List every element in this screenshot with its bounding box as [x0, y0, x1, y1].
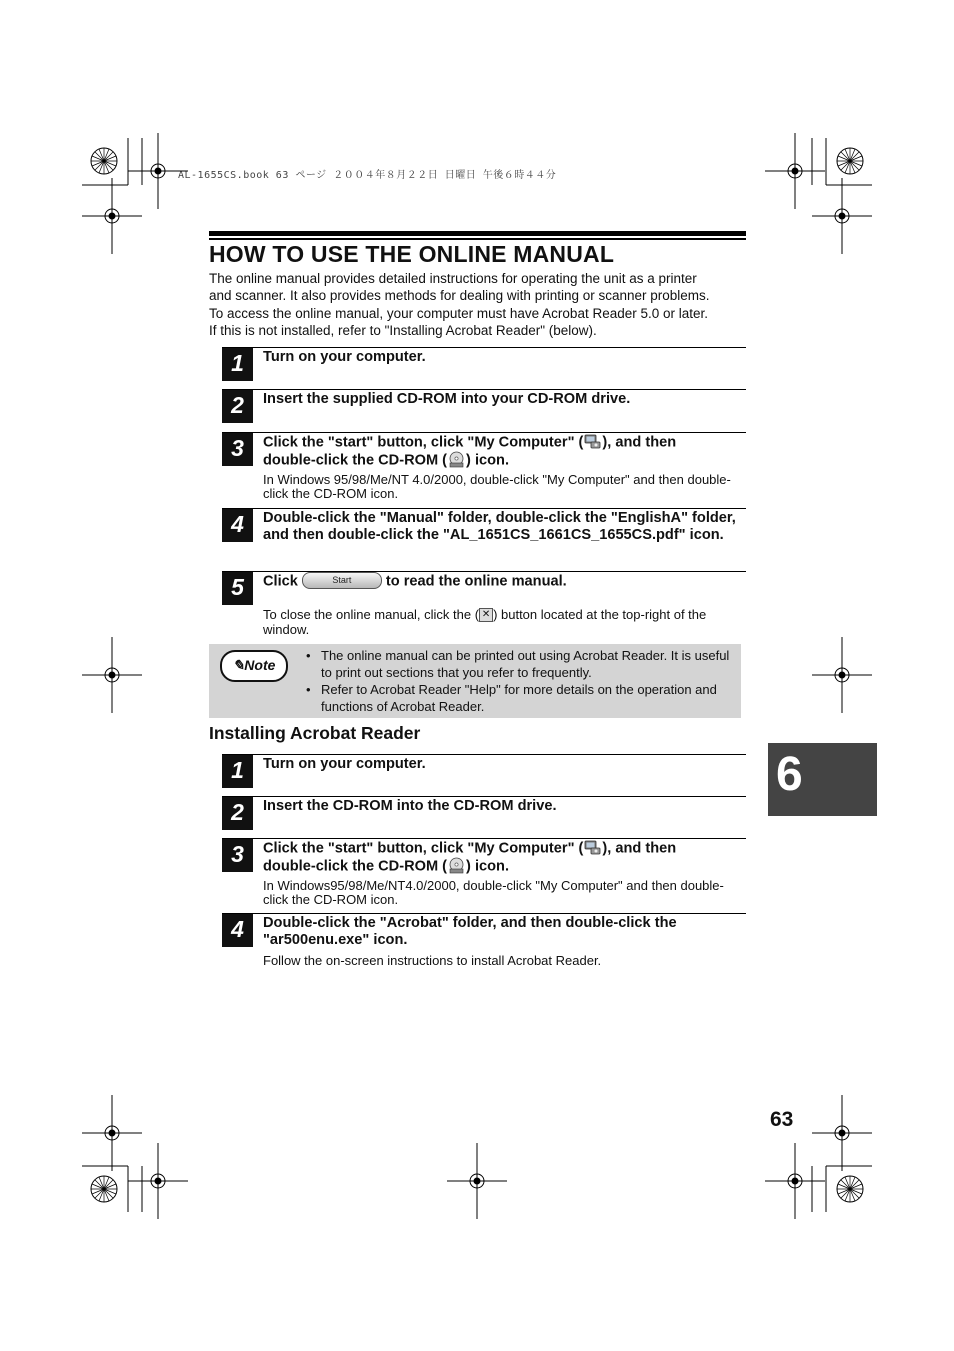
step-heading-text: Click	[263, 573, 298, 590]
step-heading-text: ), and then	[602, 434, 677, 451]
step-heading-text: to read the online manual.	[385, 573, 567, 590]
step-detail-text: To close the online manual, click the (	[263, 607, 480, 622]
step-heading: Insert the supplied CD-ROM into your CD-ROM drive.	[263, 391, 631, 407]
intro-line: The online manual provides detailed instructions for operating the unit as a printer	[209, 271, 697, 286]
step-detail-text: ) button located at the top-right of the window.	[263, 607, 707, 637]
step-heading: Double-click the "Acrobat" folder, and then double-click the "ar500enu.exe" icon.	[263, 915, 677, 949]
step-number: 3	[222, 433, 253, 466]
step-detail: Follow the on-screen instructions to install Acrobat Reader.	[263, 953, 602, 968]
intro-line: and scanner. It also provides methods for dealing with printing or scanner problems.	[209, 288, 710, 304]
step-heading-text: double-click the CD-ROM (	[263, 452, 448, 469]
step-number: 4	[222, 509, 253, 542]
start-button-image: Start	[302, 572, 382, 589]
subsection-title: Installing Acrobat Reader	[209, 723, 421, 743]
close-icon: ✕	[479, 608, 493, 622]
page-title: HOW TO USE THE ONLINE MANUAL	[209, 241, 615, 267]
step-heading-text: ) icon.	[466, 858, 510, 875]
note-item: • The online manual can be printed out using Acrobat Reader. It is useful to print out sections that you refer to frequently.	[306, 647, 738, 681]
step-detail: In Windows95/98/Me/NT4.0/2000, double-click "My Computer" and then double-click the CD-ROM icon.	[263, 878, 724, 908]
step-heading-text: double-click the CD-ROM (	[263, 858, 448, 875]
chapter-number: 6	[776, 748, 803, 801]
note-item: • Refer to Acrobat Reader "Help" for more details on the operation and functions of Acrobat Reader.	[306, 681, 738, 715]
step-number: 3	[222, 839, 253, 872]
crop-lines	[82, 138, 872, 1212]
step-number: 1	[222, 348, 253, 381]
step-heading-text: Click the "start" button, click "My Computer" (	[263, 840, 584, 857]
step-number: 4	[222, 914, 253, 947]
step-detail: In Windows 95/98/Me/NT 4.0/2000, double-click "My Computer" and then double-click the CD-ROM icon.	[263, 472, 731, 502]
intro-line: If this is not installed, refer to "Installing Acrobat Reader" (below).	[209, 322, 597, 338]
step-number: 2	[222, 797, 253, 830]
step-heading: Double-click the "Manual" folder, double-click the "EnglishA" folder, and then double-click the "AL_1651CS_1661CS_1655CS.pdf" icon.	[263, 510, 736, 544]
step-heading: Turn on your computer.	[263, 756, 426, 772]
pencil-icon: ✎	[232, 657, 245, 673]
step-heading-text: Click the "start" button, click "My Computer" (	[263, 434, 584, 451]
print-header-line: AL-1655CS.book 63 ページ ２００４年８月２２日 日曜日 午後６時４４分	[178, 170, 557, 181]
intro-line: To access the online manual, your computer must have Acrobat Reader 5.0 or later.	[209, 305, 709, 321]
page-number: 63	[770, 1108, 794, 1131]
step-heading: Insert the CD-ROM into the CD-ROM drive.	[263, 798, 557, 814]
step-number: 2	[222, 390, 253, 423]
step-heading-text: ) icon.	[466, 452, 510, 469]
note-label: Note	[244, 657, 276, 673]
step-heading-text: ), and then	[602, 840, 677, 857]
step-number: 1	[222, 755, 253, 788]
step-heading: Turn on your computer.	[263, 349, 426, 365]
step-number: 5	[222, 572, 253, 605]
